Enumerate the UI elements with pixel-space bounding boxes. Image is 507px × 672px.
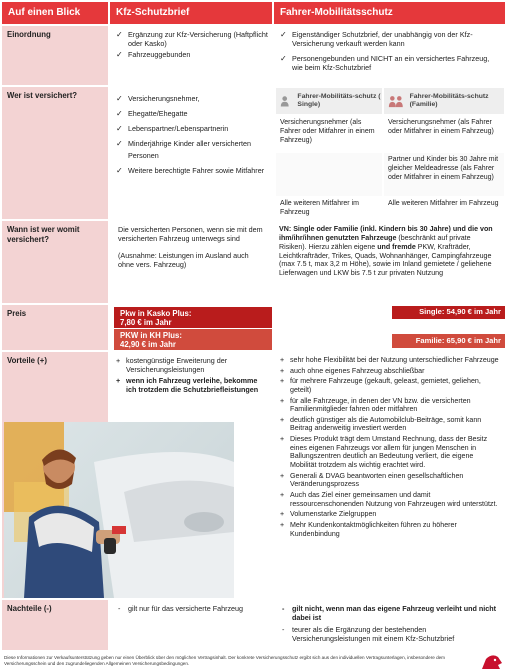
price-kasko-value: 7,80 € im Jahr xyxy=(120,318,172,328)
vorteile-fms-item: + Mehr Kundenkontaktmöglichkeiten führen zu höherer Kundenbindung xyxy=(280,520,457,538)
nachteile-kfz-text: gilt nur für das versicherte Fahrzeug xyxy=(128,604,244,613)
familie-partner: Partner und Kinder bis 30 Jahre mit gleicher Meldeadresse (als Fahrer oder Mitfahrer in einem Fahrzeug) xyxy=(384,153,504,196)
versichert-kfz-item: ✓ Lebenspartner/Lebenspartnerin xyxy=(114,123,268,134)
vorteile-kfz-text: wenn ich Fahrzeug verleihe, bekomme ich trotzdem die Schutzbriefleistungen xyxy=(126,376,259,394)
price-kh-label: PKW in KH Plus: xyxy=(120,331,182,340)
nachteile-fms-item: - teurer als die Ergänzung der bestehenden Versicherungsleistungen mit einem Kfz-Schutzbrief xyxy=(282,625,455,643)
mechanic-image xyxy=(4,422,234,598)
single-person-icon xyxy=(280,94,289,108)
vorteile-fms-text: Volumenstarke Zielgruppen xyxy=(290,510,377,519)
einordnung-kfz-item: ✓ Fahrzeuggebunden xyxy=(114,50,268,59)
vorteile-fms-item: + Volumenstarke Zielgruppen xyxy=(280,510,377,519)
wann-kfz-text: Die versicherten Personen, wenn sie mit dem versicherten Fahrzeug unterwegs sind xyxy=(118,225,263,243)
vorteile-fms-item: + für mehrere Fahrzeuge (gekauft, geleast, gemietet, geliehen, geteilt) xyxy=(280,377,481,394)
vorteile-kfz-text: kostengünstige Erweiterung der Versicherungsleistungen xyxy=(126,356,228,374)
nachteile-fms-text: gilt nicht, wenn man das eigene Fahrzeug verleiht und nicht dabei ist xyxy=(292,604,497,622)
price-familie: Familie: 65,90 € im Jahr xyxy=(392,334,505,348)
row-label-einordnung: Einordnung xyxy=(2,26,108,85)
vorteile-fms-item: + sehr hohe Flexibilität bei der Nutzung unterschiedlicher Fahrzeuge xyxy=(280,356,499,364)
vorteile-fms-item: + Dieses Produkt trägt dem Umstand Rechnung, dass der Besitz eines eigenen Fahrzeugs vor allem für jungen Menschen in Ballungszentren deutlich an Bedeutung verliert, die eigene Mobilität trotzdem als wichtig erachtet wird. xyxy=(280,435,488,470)
nachteile-kfz xyxy=(110,600,272,650)
price-kh xyxy=(114,329,272,350)
wann-kfz-ausnahme: (Ausnahme: Leistungen im Ausland auch ohne vers. Fahrzeug) xyxy=(118,251,249,269)
vorteile-fms-text: Dieses Produkt trägt dem Umstand Rechnung, dass der Besitz eines eigenen Fahrzeugs vor allem für jungen Menschen in Ballungszentren deutlich an Bedeutung verliert, die eigene Mobilität trotzdem als wichtig erachtet wird. xyxy=(290,435,488,470)
vorteile-fms-text: für mehrere Fahrzeuge (gekauft, geleast, gemietet, geliehen, geteilt) xyxy=(290,377,481,394)
price-single: Single: 54,90 € im Jahr xyxy=(392,306,505,319)
vorteile-fms-item: + für alle Fahrzeuge, in denen der VN bzw. die versicherten Familienmitglieder fahren oder mitfahren xyxy=(280,396,471,414)
single-vn: Versicherungsnehmer (als Fahrer oder Mitfahrer in einem Fahrzeug) xyxy=(280,119,375,144)
single-empty xyxy=(276,153,382,196)
row-label-nachteile: Nachteile (-) xyxy=(2,600,108,650)
versichert-kfz-item: ✓ Minderjährige Kinder aller versicherten Personen xyxy=(114,138,268,160)
vorteile-fms-text: sehr hohe Flexibilität bei der Nutzung unterschiedlicher Fahrzeuge xyxy=(290,356,499,364)
nachteile-fms xyxy=(274,600,505,650)
single-mitfahrer: Alle weiteren Mitfahrer im Fahrzeug xyxy=(280,200,359,216)
vorteile-fms-item: + auch ohne eigenes Fahrzeug abschließbar xyxy=(280,366,425,375)
family-icon xyxy=(388,94,404,108)
vorteile-fms-item: + Generali & DVAG beantworten einen gesellschaftlichen Veränderungsprozess xyxy=(280,471,464,489)
price-kasko xyxy=(114,307,272,328)
header-col2: Kfz-Schutzbrief xyxy=(110,2,272,24)
vorteile-fms-text: Generali & DVAG beantworten einen gesellschaftlichen Veränderungsprozess xyxy=(290,471,464,489)
einordnung-fms-item: ✓ Personengebunden und NICHT an ein versichertes Fahrzeug, wie beim Kfz-Schutzbrief xyxy=(278,54,501,72)
vorteile-fms xyxy=(274,352,505,598)
row-label-preis: Preis xyxy=(2,305,108,350)
familie-title: Fahrer-Mobilitäts-schutz (Familie) xyxy=(409,92,489,108)
row-label-wann: Wann ist wer womit versichert? xyxy=(2,221,108,303)
wann-fms xyxy=(274,221,505,303)
lion-icon xyxy=(480,653,504,671)
row-label-vorteile: Vorteile (+) xyxy=(2,352,108,598)
familie-mitfahrer: Alle weiteren Mitfahrer im Fahrzeug xyxy=(388,200,499,207)
nachteile-fms-item: - gilt nicht, wenn man das eigene Fahrzeug verleiht und nicht dabei ist xyxy=(282,604,497,622)
familie-header xyxy=(384,88,504,114)
versichert-kfz xyxy=(110,87,272,219)
single-header xyxy=(276,88,382,114)
row-label-versichert: Wer ist versichert? xyxy=(2,87,108,219)
vorteile-fms-text: Mehr Kundenkontaktmöglichkeiten führen zu höherer Kundenbindung xyxy=(290,520,457,538)
familie-vn: Versicherungsnehmer (als Fahrer oder Mitfahrer in einem Fahrzeug) xyxy=(388,119,494,135)
einordnung-fms-item: ✓ Eigenständiger Schutzbrief, der unabhängig von der Kfz-Versicherung verkauft werden kann xyxy=(278,30,501,48)
versichert-kfz-item: ✓ Versicherungsnehmer, xyxy=(114,93,268,104)
nachteile-kfz-item: - gilt nur für das versicherte Fahrzeug xyxy=(118,604,244,613)
vorteile-fms-text: Auch das Ziel einer gemeinsamen und damit ressourcenschonenden Nutzung von Fahrzeugen wird unterstützt. xyxy=(290,490,498,508)
vorteile-fms-item: + Auch das Ziel einer gemeinsamen und damit ressourcenschonenden Nutzung von Fahrzeugen wird unterstützt. xyxy=(280,490,498,508)
wann-kfz xyxy=(110,221,272,303)
vorteile-fms-text: auch ohne eigenes Fahrzeug abschließbar xyxy=(290,366,425,375)
nachteile-fms-text: teurer als die Ergänzung der bestehenden Versicherungsleistungen mit einem Kfz-Schutzbrief xyxy=(292,625,455,643)
single-title: Fahrer-Mobilitäts-schutz ( Single) xyxy=(297,92,381,108)
header-col3: Fahrer-Mobilitätsschutz xyxy=(274,2,505,24)
einordnung-fms xyxy=(274,26,505,85)
vorteile-kfz-item: + kostengünstige Erweiterung der Versicherungsleistungen xyxy=(116,356,228,374)
header-col1: Auf einen Blick xyxy=(2,2,108,24)
footer-disclaimer: Diese Informationen zur Verkaufsunterstützung geben nur einen Überblick über den möglichen Vertragsinhalt. Der konkrete Versicherungsschutz ergibt sich aus den individuellen Vertragsunterlagen, insbesondere dem Versicherungsschein und den zugrundeliegenden Allgemeinen Versicherungsbedingungen. xyxy=(4,655,446,666)
price-kh-value: 42,90 € im Jahr xyxy=(120,340,176,350)
einordnung-kfz xyxy=(110,26,272,85)
mechanic-photo xyxy=(4,422,234,598)
generali-lion-logo xyxy=(480,653,504,671)
vorteile-fms-item: + deutlich günstiger als die Automobilclub-Beiträge, somit kann Beitrag anderweitig investiert werden xyxy=(280,415,482,433)
vorteile-fms-text: deutlich günstiger als die Automobilclub-Beiträge, somit kann Beitrag anderweitig investiert werden xyxy=(290,415,482,433)
price-kasko-label: Pkw in Kasko Plus: xyxy=(120,309,192,318)
einordnung-kfz-item: ✓ Ergänzung zur Kfz-Versicherung (Haftpflicht oder Kasko) xyxy=(114,30,268,48)
wann-fms-text2: PKW, Krafträder, Leichtkrafträder, Trikes, Quads, Wohnanhänger, Campingfahrzeuge (max 7.5 t, max 3,2 m Höhe), sowie im Inland gemietete / geliehene Lieferwagen und LKW bis 7.5 t zur privaten Nutzung xyxy=(279,242,492,278)
wann-fms-bold2: und fremde xyxy=(377,242,416,251)
wann-fms-bold: VN: Single oder Familie (inkl. Kindern bis 30 Jahre) und die von ihm/ihr/ihnen genutzten Fahrzeuge xyxy=(279,225,493,242)
versichert-kfz-item: ✓ Weitere berechtigte Fahrer sowie Mitfahrer xyxy=(114,165,268,176)
vorteile-fms-text: für alle Fahrzeuge, in denen der VN bzw. die versicherten Familienmitglieder fahren oder mitfahren xyxy=(290,396,471,414)
wann-fms-text1: (beschränkt auf private Risiken). Hierzu zählen eigene xyxy=(279,233,471,251)
vorteile-kfz-item: + wenn ich Fahrzeug verleihe, bekomme ich trotzdem die Schutzbriefleistungen xyxy=(116,376,259,394)
versichert-kfz-item: ✓ Ehegatte/Ehegatte xyxy=(114,108,268,119)
